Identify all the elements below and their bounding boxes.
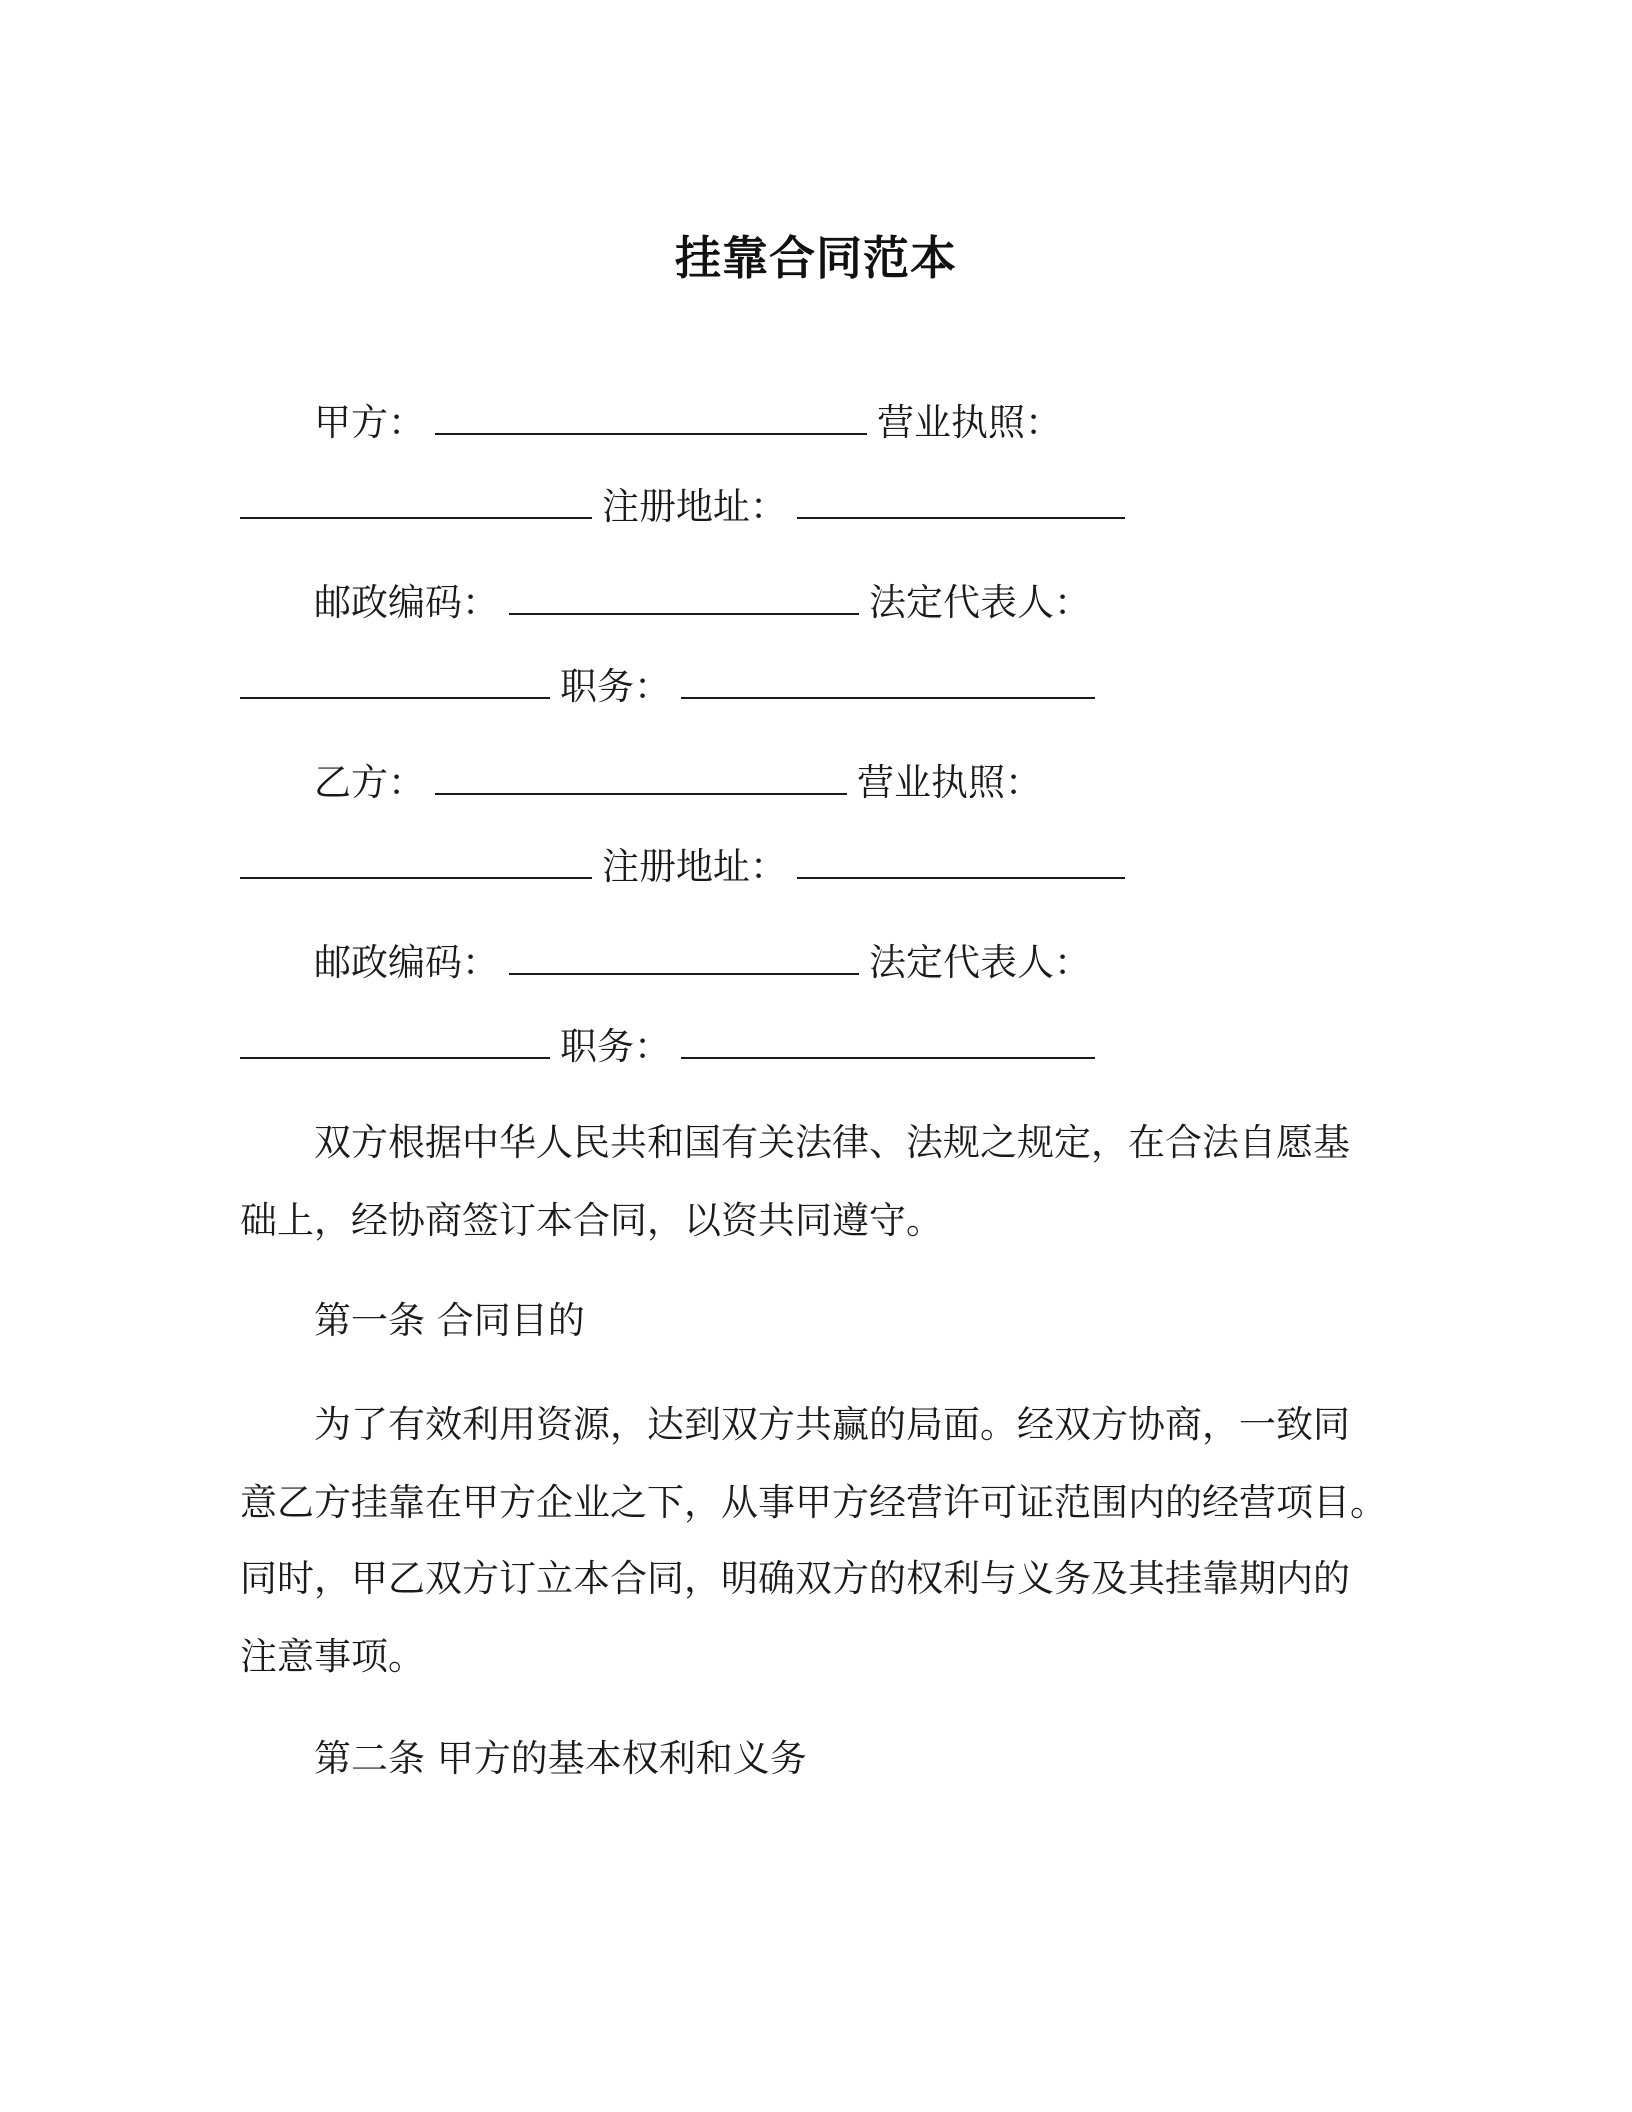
party-a-license-label: 营业执照： bbox=[877, 401, 1062, 444]
party-b-address-label: 注册地址： bbox=[602, 845, 787, 888]
article-1-line-1: 为了有效利用资源，达到双方共赢的局面。经双方协商，一致同 bbox=[314, 1403, 1350, 1446]
party-a-license-blank bbox=[240, 483, 592, 519]
party-a-line-1 bbox=[314, 398, 1062, 448]
party-a-rep-blank bbox=[240, 663, 550, 699]
party-a-line-2 bbox=[240, 482, 1135, 532]
party-b-name-blank bbox=[435, 759, 847, 795]
party-b-position-label: 职务： bbox=[560, 1025, 671, 1068]
party-b-rep-label: 法定代表人： bbox=[869, 941, 1091, 984]
party-b-license-label: 营业执照： bbox=[857, 761, 1042, 804]
party-b-address-blank bbox=[797, 843, 1125, 879]
article-1-line-2: 意乙方挂靠在甲方企业之下，从事甲方经营许可证范围内的经营项目。 bbox=[240, 1481, 1387, 1524]
party-a-rep-label: 法定代表人： bbox=[869, 581, 1091, 624]
party-a-name-blank bbox=[435, 399, 867, 435]
party-b-line-3 bbox=[314, 938, 1091, 988]
party-b-license-blank bbox=[240, 843, 592, 879]
party-b-postcode-label: 邮政编码： bbox=[314, 941, 499, 984]
article-1-line-4: 注意事项。 bbox=[240, 1635, 425, 1678]
party-b-rep-blank bbox=[240, 1023, 550, 1059]
intro-line-2: 础上，经协商签订本合同，以资共同遵守。 bbox=[240, 1199, 943, 1242]
party-b-position-blank bbox=[681, 1023, 1095, 1059]
article-2-heading: 第二条 甲方的基本权利和义务 bbox=[314, 1737, 807, 1780]
party-b-postcode-blank bbox=[509, 939, 859, 975]
party-a-address-label: 注册地址： bbox=[602, 485, 787, 528]
party-a-postcode-blank bbox=[509, 579, 859, 615]
document-title: 挂靠合同范本 bbox=[675, 231, 957, 285]
party-b-line-1 bbox=[314, 758, 1042, 808]
party-a-postcode-label: 邮政编码： bbox=[314, 581, 499, 624]
party-b-line-2 bbox=[240, 842, 1135, 892]
party-a-address-blank bbox=[797, 483, 1125, 519]
intro-line-1: 双方根据中华人民共和国有关法律、法规之规定，在合法自愿基 bbox=[314, 1121, 1350, 1164]
party-b-name-label: 乙方： bbox=[314, 761, 425, 804]
article-1-line-3: 同时，甲乙双方订立本合同，明确双方的权利与义务及其挂靠期内的 bbox=[240, 1557, 1350, 1600]
party-a-line-4 bbox=[240, 662, 1105, 712]
party-a-line-3 bbox=[314, 578, 1091, 628]
party-a-name-label: 甲方： bbox=[314, 401, 425, 444]
article-1-heading: 第一条 合同目的 bbox=[314, 1299, 585, 1342]
party-b-line-4 bbox=[240, 1022, 1105, 1072]
party-a-position-blank bbox=[681, 663, 1095, 699]
party-a-position-label: 职务： bbox=[560, 665, 671, 708]
